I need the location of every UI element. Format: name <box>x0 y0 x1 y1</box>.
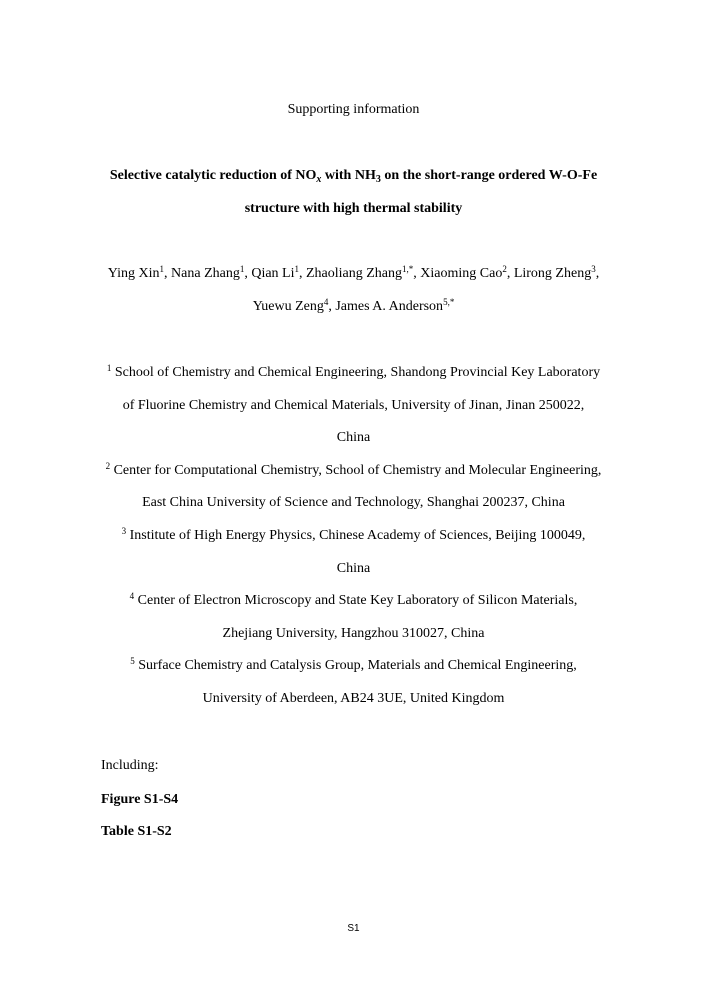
affiliation-2-line-1: $^2$ Center for Computational Chemistry, School of Chemistry and Molecular Engineering, <box>105 461 602 478</box>
affiliation-1-line-2: of Fluorine Chemistry and Chemical Materials, University of Jinan, Jinan 250022, <box>122 398 585 413</box>
title-line-1: Selective catalytic reduction of $NO_x$ with $NH_3$ on the short-range ordered W-O-Fe <box>109 168 598 185</box>
author: Zhaoliang Zhang$^{1,*}$, <box>306 264 421 281</box>
affiliation-1-line-1: $^1$ School of Chemistry and Chemical Engineering, Shandong Provincial Key Laboratory <box>106 363 601 380</box>
affiliation-3-line-1: $^3$ Institute of High Energy Physics, Chinese Academy of Sciences, Beijing 100049, <box>121 526 586 543</box>
affiliation-1-line-3: China <box>336 430 371 445</box>
supporting-information-heading: Supporting information <box>287 102 420 117</box>
author: Yuewu Zeng$^4$, <box>252 297 336 314</box>
including-label: Including: <box>101 758 159 773</box>
authors-line-1 <box>0 265 707 283</box>
authors-line-2 <box>0 298 707 316</box>
including-item-figures: Figure S1-S4 <box>101 792 179 807</box>
affiliation-5-line-1: $^5$ Surface Chemistry and Catalysis Group, Materials and Chemical Engineering, <box>130 656 577 673</box>
title-line-2: structure with high thermal stability <box>244 201 463 216</box>
author: Nana Zhang$^1$, <box>171 264 252 281</box>
author: James A. Anderson$^{5,*}$ <box>335 297 455 314</box>
author: Xiaoming Cao$^2$, <box>420 264 514 281</box>
affiliation-4-line-2: Zhejiang University, Hangzhou 310027, China <box>222 626 485 641</box>
author: Lirong Zheng$^3$, <box>513 264 600 281</box>
author: Qian Li$^1$, <box>251 264 306 281</box>
page-number: S1 <box>347 923 360 934</box>
affiliation-3-line-2: China <box>336 561 371 576</box>
affiliation-2-line-2: East China University of Science and Technology, Shanghai 200237, China <box>142 495 565 510</box>
affiliation-4-line-1: $^4$ Center of Electron Microscopy and State Key Laboratory of Silicon Materials, <box>129 591 578 608</box>
including-item-tables: Table S1-S2 <box>101 824 172 839</box>
author: Ying Xin$^1$, <box>107 264 172 281</box>
affiliation-5-line-2: University of Aberdeen, AB24 3UE, United Kingdom <box>202 691 505 706</box>
